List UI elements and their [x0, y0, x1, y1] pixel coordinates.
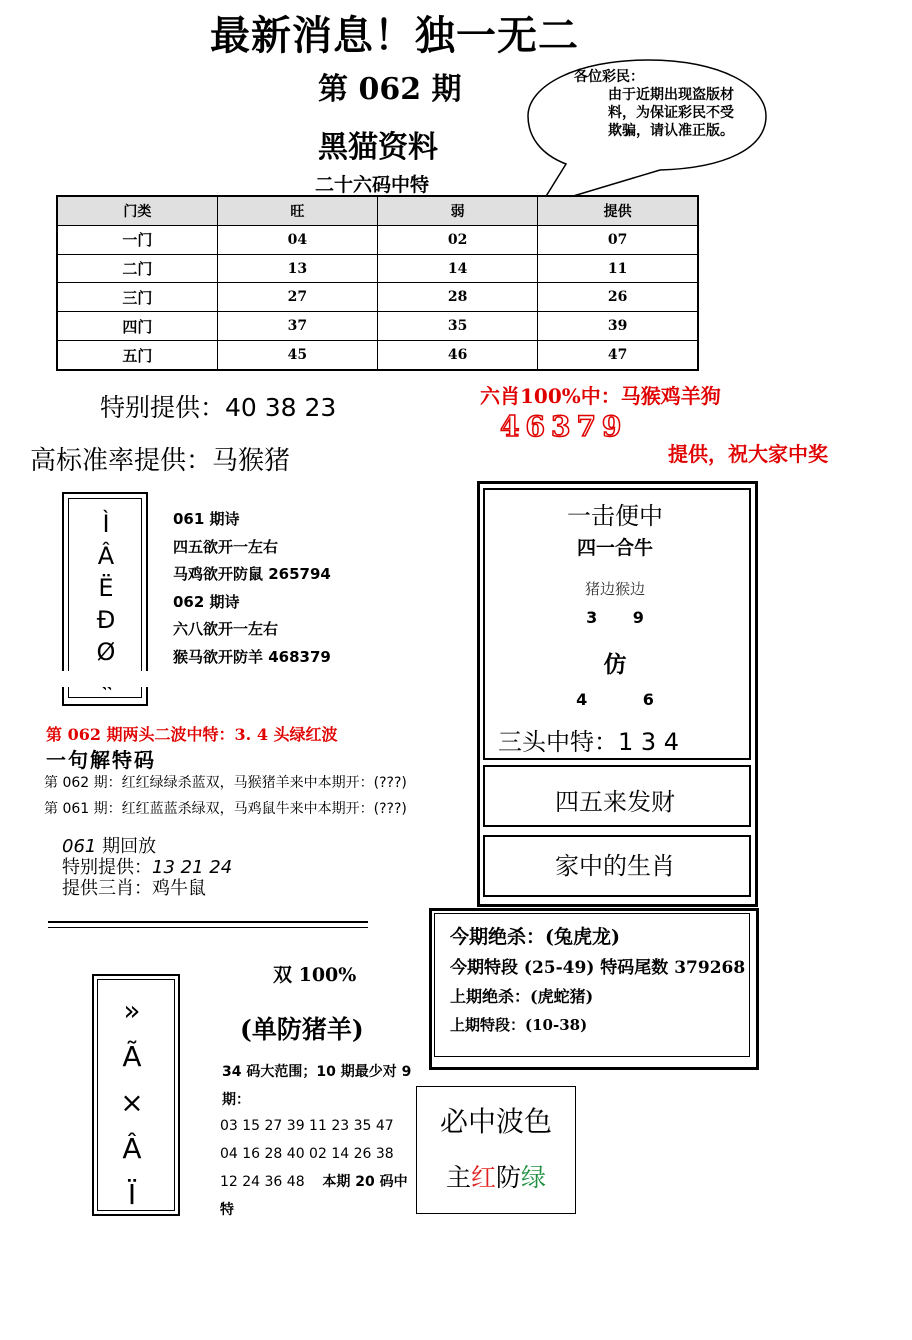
pig-monkey-text: 猪边猴边 [584, 580, 645, 598]
side-glyph: × [120, 1086, 144, 1119]
side-glyph: Ë [98, 574, 114, 602]
side-glyph: Ø [96, 638, 116, 666]
family-text: 家中的生肖 [555, 852, 675, 880]
table-row [57, 254, 698, 283]
review-special-label: 特别提供： [62, 857, 152, 878]
six-zodiac-label: 六肖100%中：马猴鸡羊狗 [480, 384, 721, 408]
table-subtitle: 二十六码中特 [315, 174, 430, 196]
side-glyph: Ì [102, 510, 110, 538]
wave-color-text [416, 1158, 576, 1194]
table-row [57, 341, 698, 370]
review-three-value: 鸡牛鼠 [152, 878, 206, 899]
four-one-text: 四一合牛 [576, 537, 653, 559]
table-cell: 28 [378, 283, 538, 312]
poem-line: 四五欲开一左右 [173, 537, 279, 556]
table-cell: 二门 [57, 254, 217, 283]
numbers-line [220, 1168, 420, 1224]
notice-greeting: 各位彩民： [574, 69, 644, 85]
wave-green: 绿 [521, 1163, 547, 1192]
numbers-line-3: 12 24 36 48 [220, 1174, 305, 1190]
poem-line: 六八欲开一左右 [173, 620, 279, 638]
table-cell: 02 [378, 225, 538, 254]
riddle-title: 一句解特码 [46, 748, 156, 772]
numbers-list [220, 1112, 420, 1224]
poem-box-gap [54, 671, 154, 687]
table-header-cell: 门类 [57, 196, 217, 225]
side-glyph: Ã [122, 1040, 142, 1073]
one-hit-title: 一击便中 [567, 502, 663, 530]
notice-text [574, 68, 734, 152]
poem-lines [173, 506, 331, 671]
imitate-text: 仿 [603, 651, 627, 678]
table-header-cell: 提供 [538, 196, 698, 225]
table-row [57, 283, 698, 312]
page-title: 最新消息！独一无二 [210, 12, 579, 59]
brand-title: 黑猫资料 [318, 130, 438, 165]
kill-line: 今期绝杀：(兔虎龙) [450, 926, 620, 948]
three-heads-text: 三头中特：1 3 4 [498, 728, 680, 756]
table-cell: 26 [538, 283, 698, 312]
numbers-line: 03 15 27 39 11 23 35 47 [220, 1118, 394, 1134]
wave-main: 主 [445, 1163, 471, 1192]
table-cell: 27 [217, 283, 377, 312]
guard-text: (单防猪羊) [240, 1015, 364, 1044]
numbers-line: 04 16 28 40 02 14 26 38 [220, 1146, 394, 1162]
table-cell: 五门 [57, 341, 217, 370]
numbers-table [56, 195, 699, 371]
table-cell: 三门 [57, 283, 217, 312]
table-cell: 35 [378, 312, 538, 341]
high-accuracy-offer: 高标准率提供：马猴猪 [30, 446, 291, 476]
side-glyph: Â [97, 542, 115, 570]
side-glyph: » [123, 994, 141, 1027]
numbers-tail: 本期 20 码中特 [220, 1174, 408, 1218]
review-issue-suffix: 期回放 [96, 836, 157, 857]
wave-color-title: 必中波色 [439, 1105, 552, 1138]
table-cell: 13 [217, 254, 377, 283]
side-glyph: Đ [96, 606, 116, 634]
six-zodiac-numbers: 46379 [500, 410, 628, 443]
issue-number: 第 062 期 [318, 72, 462, 107]
table-cell: 39 [538, 312, 698, 341]
table-cell: 47 [538, 341, 698, 370]
poem-line: 猴马欲开防羊 468379 [173, 647, 331, 666]
kill-line: 上期特段：(10-38) [450, 1016, 588, 1034]
wave-red: 红 [470, 1163, 496, 1192]
poem-line: 马鸡欲开防鼠 265794 [173, 565, 331, 583]
review-issue: 061 [62, 836, 97, 857]
bottom-side-glyphs [110, 988, 154, 1218]
review-three-label: 提供三肖： [62, 878, 152, 899]
numbers-a: 3 9 [586, 608, 644, 627]
table-cell: 14 [378, 254, 538, 283]
poem-line: 062 期诗 [173, 592, 240, 611]
side-glyph: Â [122, 1132, 142, 1165]
riddle-line: 第 061 期：红红蓝蓝杀绿双，马鸡鼠牛来中本期开：(???) [44, 801, 407, 817]
numbers-b: 4 6 [576, 690, 654, 709]
divider [48, 921, 368, 923]
wish-text: 提供，祝大家中奖 [668, 442, 828, 466]
review-special-line [62, 857, 232, 878]
review-special-value: 13 21 24 [152, 857, 233, 878]
table-cell: 04 [217, 225, 377, 254]
table-cell: 37 [217, 312, 377, 341]
table-cell: 45 [217, 341, 377, 370]
kill-line: 上期绝杀：(虎蛇猪) [450, 987, 594, 1006]
riddle-line: 第 062 期：红红绿绿杀蓝双，马猴猪羊来中本期开：(???) [44, 775, 407, 791]
review-issue-line [62, 836, 232, 857]
double-text: 双 100% [273, 964, 357, 986]
table-cell: 一门 [57, 225, 217, 254]
divider [48, 927, 368, 928]
poem-line: 061 期诗 [173, 510, 240, 528]
table-cell: 46 [378, 341, 538, 370]
wave-line: 第 062 期两头二波中特：3. 4 头绿红波 [46, 725, 338, 744]
table-cell: 07 [538, 225, 698, 254]
wave-guard: 防 [496, 1163, 522, 1192]
kill-line: 今期特段 (25-49) 特码尾数 379268 [450, 958, 746, 978]
table-row [57, 312, 698, 341]
table-header-cell: 弱 [378, 196, 538, 225]
range-text: 34 码大范围；10 期最少对 9 期： [222, 1064, 412, 1108]
special-offer: 特别提供：40 38 23 [100, 393, 337, 422]
table-cell: 四门 [57, 312, 217, 341]
review-section [62, 836, 232, 899]
table-row [57, 225, 698, 254]
table-cell: 11 [538, 254, 698, 283]
table-header-cell: 旺 [217, 196, 377, 225]
notice-body: 由于近期出现盗版材料，为保证彩民不受欺骗，请认准正版。 [608, 87, 734, 139]
side-glyph: Ï [127, 1178, 137, 1211]
review-three-line [62, 878, 232, 899]
lucky-text: 四五来发财 [555, 788, 675, 816]
table-header-row [57, 196, 698, 225]
